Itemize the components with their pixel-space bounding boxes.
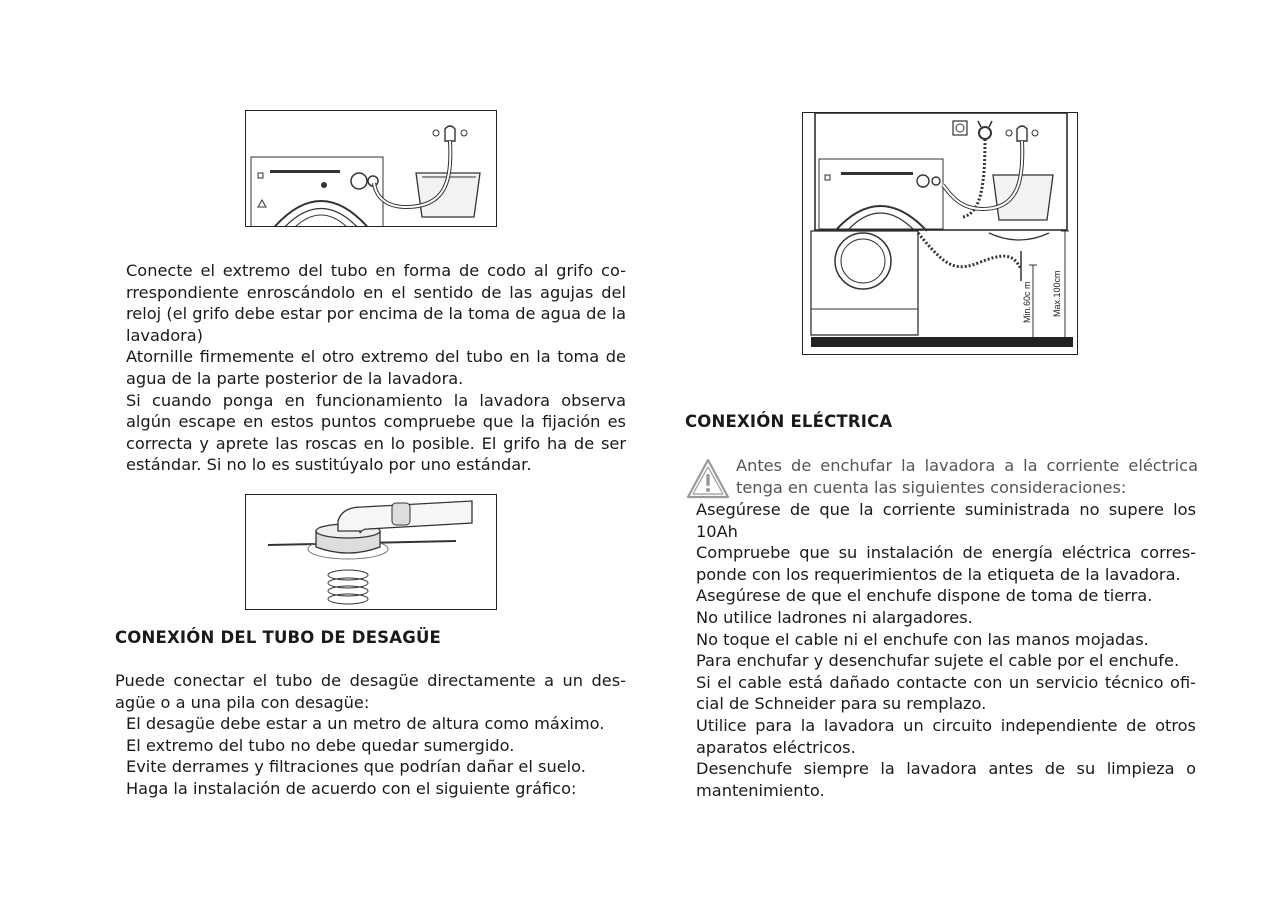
electric-list-item: Compruebe que su instalación de energía eléctrica corres-ponde con los requerimientos de la etiqueta de la lavadora. — [696, 543, 1196, 584]
electric-instructions — [696, 499, 1196, 801]
electric-list-item: Para enchufar y desenchufar sujete el cable por el enchufe. — [696, 651, 1180, 671]
hose-connector-diagram — [245, 494, 497, 610]
instruction-paragraph: Si cuando ponga en funcionamiento la lavadora observa algún escape en estos puntos compruebe que la fijación es correcta y aprete las roscas en lo posible. El grifo ha de ser estándar. Si no lo es sustitúyalo por uno estándar. — [126, 390, 626, 475]
drain-list-item: El extremo del tubo no debe quedar sumergido. — [126, 735, 515, 755]
drain-list-item: Evite derrames y filtraciones que podrían dañar el suelo. — [126, 757, 586, 777]
electric-warning — [686, 455, 1198, 501]
electric-list-item: No toque el cable ni el enchufe con las manos mojadas. — [696, 629, 1149, 649]
drain-section-heading: CONEXIÓN DEL TUBO DE DESAGÜE — [115, 628, 442, 647]
electric-list-item: No utilice ladrones ni alargadores. — [696, 607, 973, 627]
max-height-label: Max.100cm — [1052, 270, 1062, 317]
warning-text: Antes de enchufar la lavadora a la corriente eléctrica tenga en cuenta las siguientes consideraciones: — [736, 456, 1198, 497]
drain-instructions — [115, 670, 626, 800]
tap-connection-diagram — [245, 110, 497, 227]
drain-list-item: Haga la instalación de acuerdo con el siguiente gráfico: — [126, 778, 577, 798]
instruction-paragraph: Atornille firmemente el otro extremo del tubo en la toma de agua de la parte posterior de la lavadora. — [126, 347, 626, 388]
drain-list-item: El desagüe debe estar a un metro de altura como máximo. — [126, 714, 605, 734]
instruction-paragraph: Conecte el extremo del tubo en forma de codo al grifo co-rrespondiente enroscándolo en el sentido de las agujas del reloj (el grifo debe estar por encima de la toma de agua de la lavadora) — [126, 261, 626, 345]
electric-list-item: Si el cable está dañado contacte con un servicio técnico ofi-cial de Schneider para su remplazo. — [696, 672, 1196, 714]
electric-list-item: Asegúrese de que el enchufe dispone de toma de tierra. — [696, 586, 1153, 606]
electric-list-item: Asegúrese de que la corriente suministrada no supere los 10Ah — [696, 500, 1196, 541]
tap-instructions — [126, 260, 626, 476]
warning-triangle-icon — [686, 457, 730, 501]
electric-list-item: Utilice para la lavadora un circuito independiente de otros aparatos eléctricos. — [696, 715, 1196, 757]
drain-intro: Puede conectar el tubo de desagüe directamente a un des-agüe o a una pila con desagüe: — [115, 671, 626, 712]
drain-height-diagram — [802, 112, 1078, 355]
electric-list-item: Desenchufe siempre la lavadora antes de su limpieza o mantenimiento. — [696, 759, 1196, 800]
electric-section-heading: CONEXIÓN ELÉCTRICA — [685, 412, 893, 431]
min-height-label: Min.60c m — [1022, 281, 1032, 323]
